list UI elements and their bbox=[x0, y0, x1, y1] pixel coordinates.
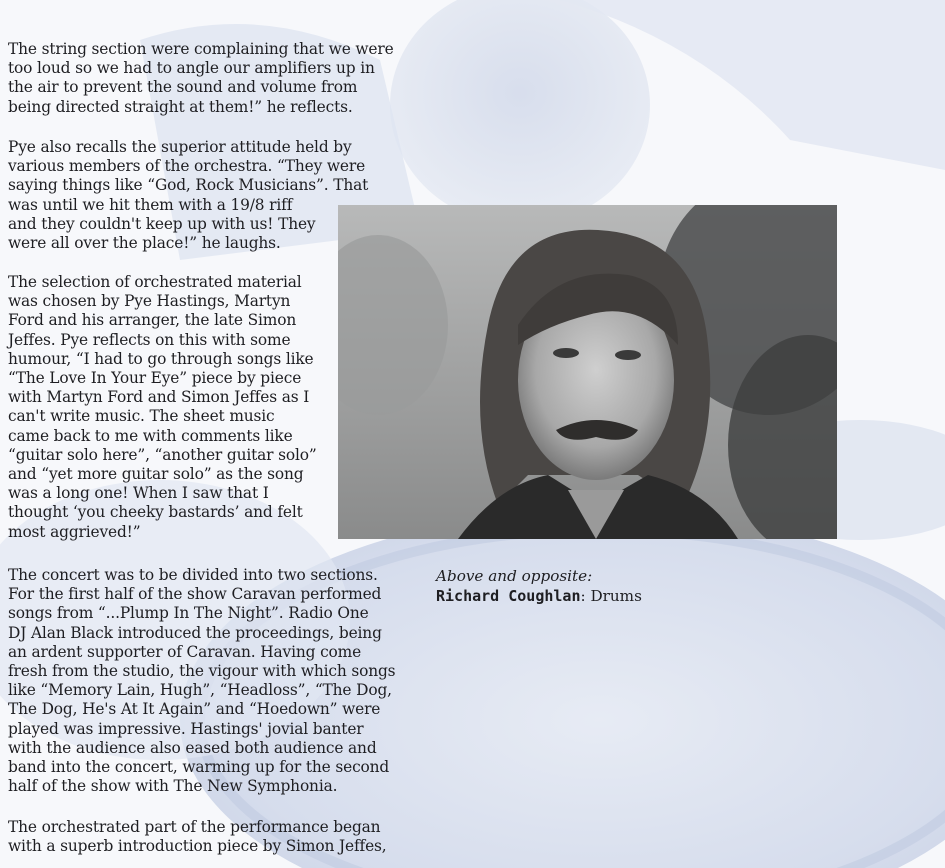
eye-left bbox=[553, 348, 579, 358]
text-line: Pye also recalls the superior attitude held by bbox=[8, 138, 352, 156]
caption-role: : Drums bbox=[580, 587, 642, 605]
text-line: most aggrieved!” bbox=[8, 522, 141, 541]
eye-right bbox=[615, 350, 641, 360]
text-line: with the audience also eased both audience and bbox=[8, 738, 377, 757]
text-line: half of the show with The New Symphonia. bbox=[8, 777, 338, 796]
text-line: Ford and his arranger, the late Simon bbox=[8, 311, 297, 330]
portrait-illustration bbox=[338, 205, 837, 539]
text-line: DJ Alan Black introduced the proceedings, being bbox=[8, 623, 382, 642]
text-line: can't write music. The sheet music bbox=[8, 407, 275, 426]
text-line: came back to me with comments like bbox=[8, 426, 293, 445]
text-line: various members of the orchestra. “They were bbox=[8, 157, 366, 176]
text-line: with Martyn Ford and Simon Jeffes as I bbox=[8, 388, 310, 407]
paragraph-5 bbox=[8, 818, 408, 856]
text-line: For the first half of the show Caravan performed bbox=[8, 585, 382, 604]
text-line: was a long one! When I saw that I bbox=[8, 484, 269, 503]
text-line: an ardent supporter of Caravan. Having come bbox=[8, 642, 362, 661]
text-line: and they couldn't keep up with us! They bbox=[8, 214, 316, 233]
text-line: “guitar solo here”, “another guitar solo” bbox=[8, 445, 317, 464]
paragraph-1 bbox=[8, 40, 408, 117]
text-line: thought ‘you cheeky bastards’ and felt bbox=[8, 503, 303, 522]
photo-richard-coughlan bbox=[338, 205, 837, 539]
text-line: The string section were complaining that we were bbox=[8, 40, 394, 58]
text-line: were all over the place!” he laughs. bbox=[8, 234, 281, 252]
text-line: fresh from the studio, the vigour with which songs bbox=[8, 662, 396, 681]
text-line: saying things like “God, Rock Musicians”. That bbox=[8, 176, 369, 195]
text-line: with a superb introduction piece by Simon Jeffes, bbox=[8, 837, 387, 856]
paragraph-3 bbox=[8, 273, 330, 542]
text-line: the air to prevent the sound and volume from bbox=[8, 78, 358, 97]
text-line: and “yet more guitar solo” as the song bbox=[8, 465, 304, 484]
text-line: Jeffes. Pye reflects on this with some bbox=[8, 330, 291, 349]
caption-lead: Above and opposite: bbox=[436, 567, 593, 585]
text-line: like “Memory Lain, Hugh”, “Headloss”, “The Dog, bbox=[8, 681, 392, 700]
text-line: songs from “...Plump In The Night”. Radio One bbox=[8, 604, 369, 623]
text-line: was chosen by Pye Hastings, Martyn bbox=[8, 292, 291, 311]
photo-caption bbox=[436, 566, 642, 606]
text-line: The concert was to be divided into two sections. bbox=[8, 566, 378, 584]
paragraph-2-wide bbox=[8, 138, 408, 196]
text-line: was until we hit them with a 19/8 riff bbox=[8, 195, 293, 214]
paragraph-2-narrow bbox=[8, 196, 330, 254]
text-line: The selection of orchestrated material bbox=[8, 273, 302, 291]
text-line: too loud so we had to angle our amplifiers up in bbox=[8, 59, 375, 78]
text-line: band into the concert, warming up for the second bbox=[8, 758, 390, 777]
caption-name: Richard Coughlan bbox=[436, 587, 581, 605]
paragraph-4 bbox=[8, 566, 408, 796]
text-line: being directed straight at them!” he reflects. bbox=[8, 97, 353, 116]
text-line: played was impressive. Hastings' jovial banter bbox=[8, 719, 364, 738]
text-line: humour, “I had to go through songs like bbox=[8, 349, 314, 368]
text-line: The orchestrated part of the performance began bbox=[8, 818, 381, 836]
text-line: “The Love In Your Eye” piece by piece bbox=[8, 369, 302, 388]
text-line: The Dog, He's At It Again” and “Hoedown” were bbox=[8, 700, 381, 719]
caption-credit bbox=[436, 586, 642, 606]
